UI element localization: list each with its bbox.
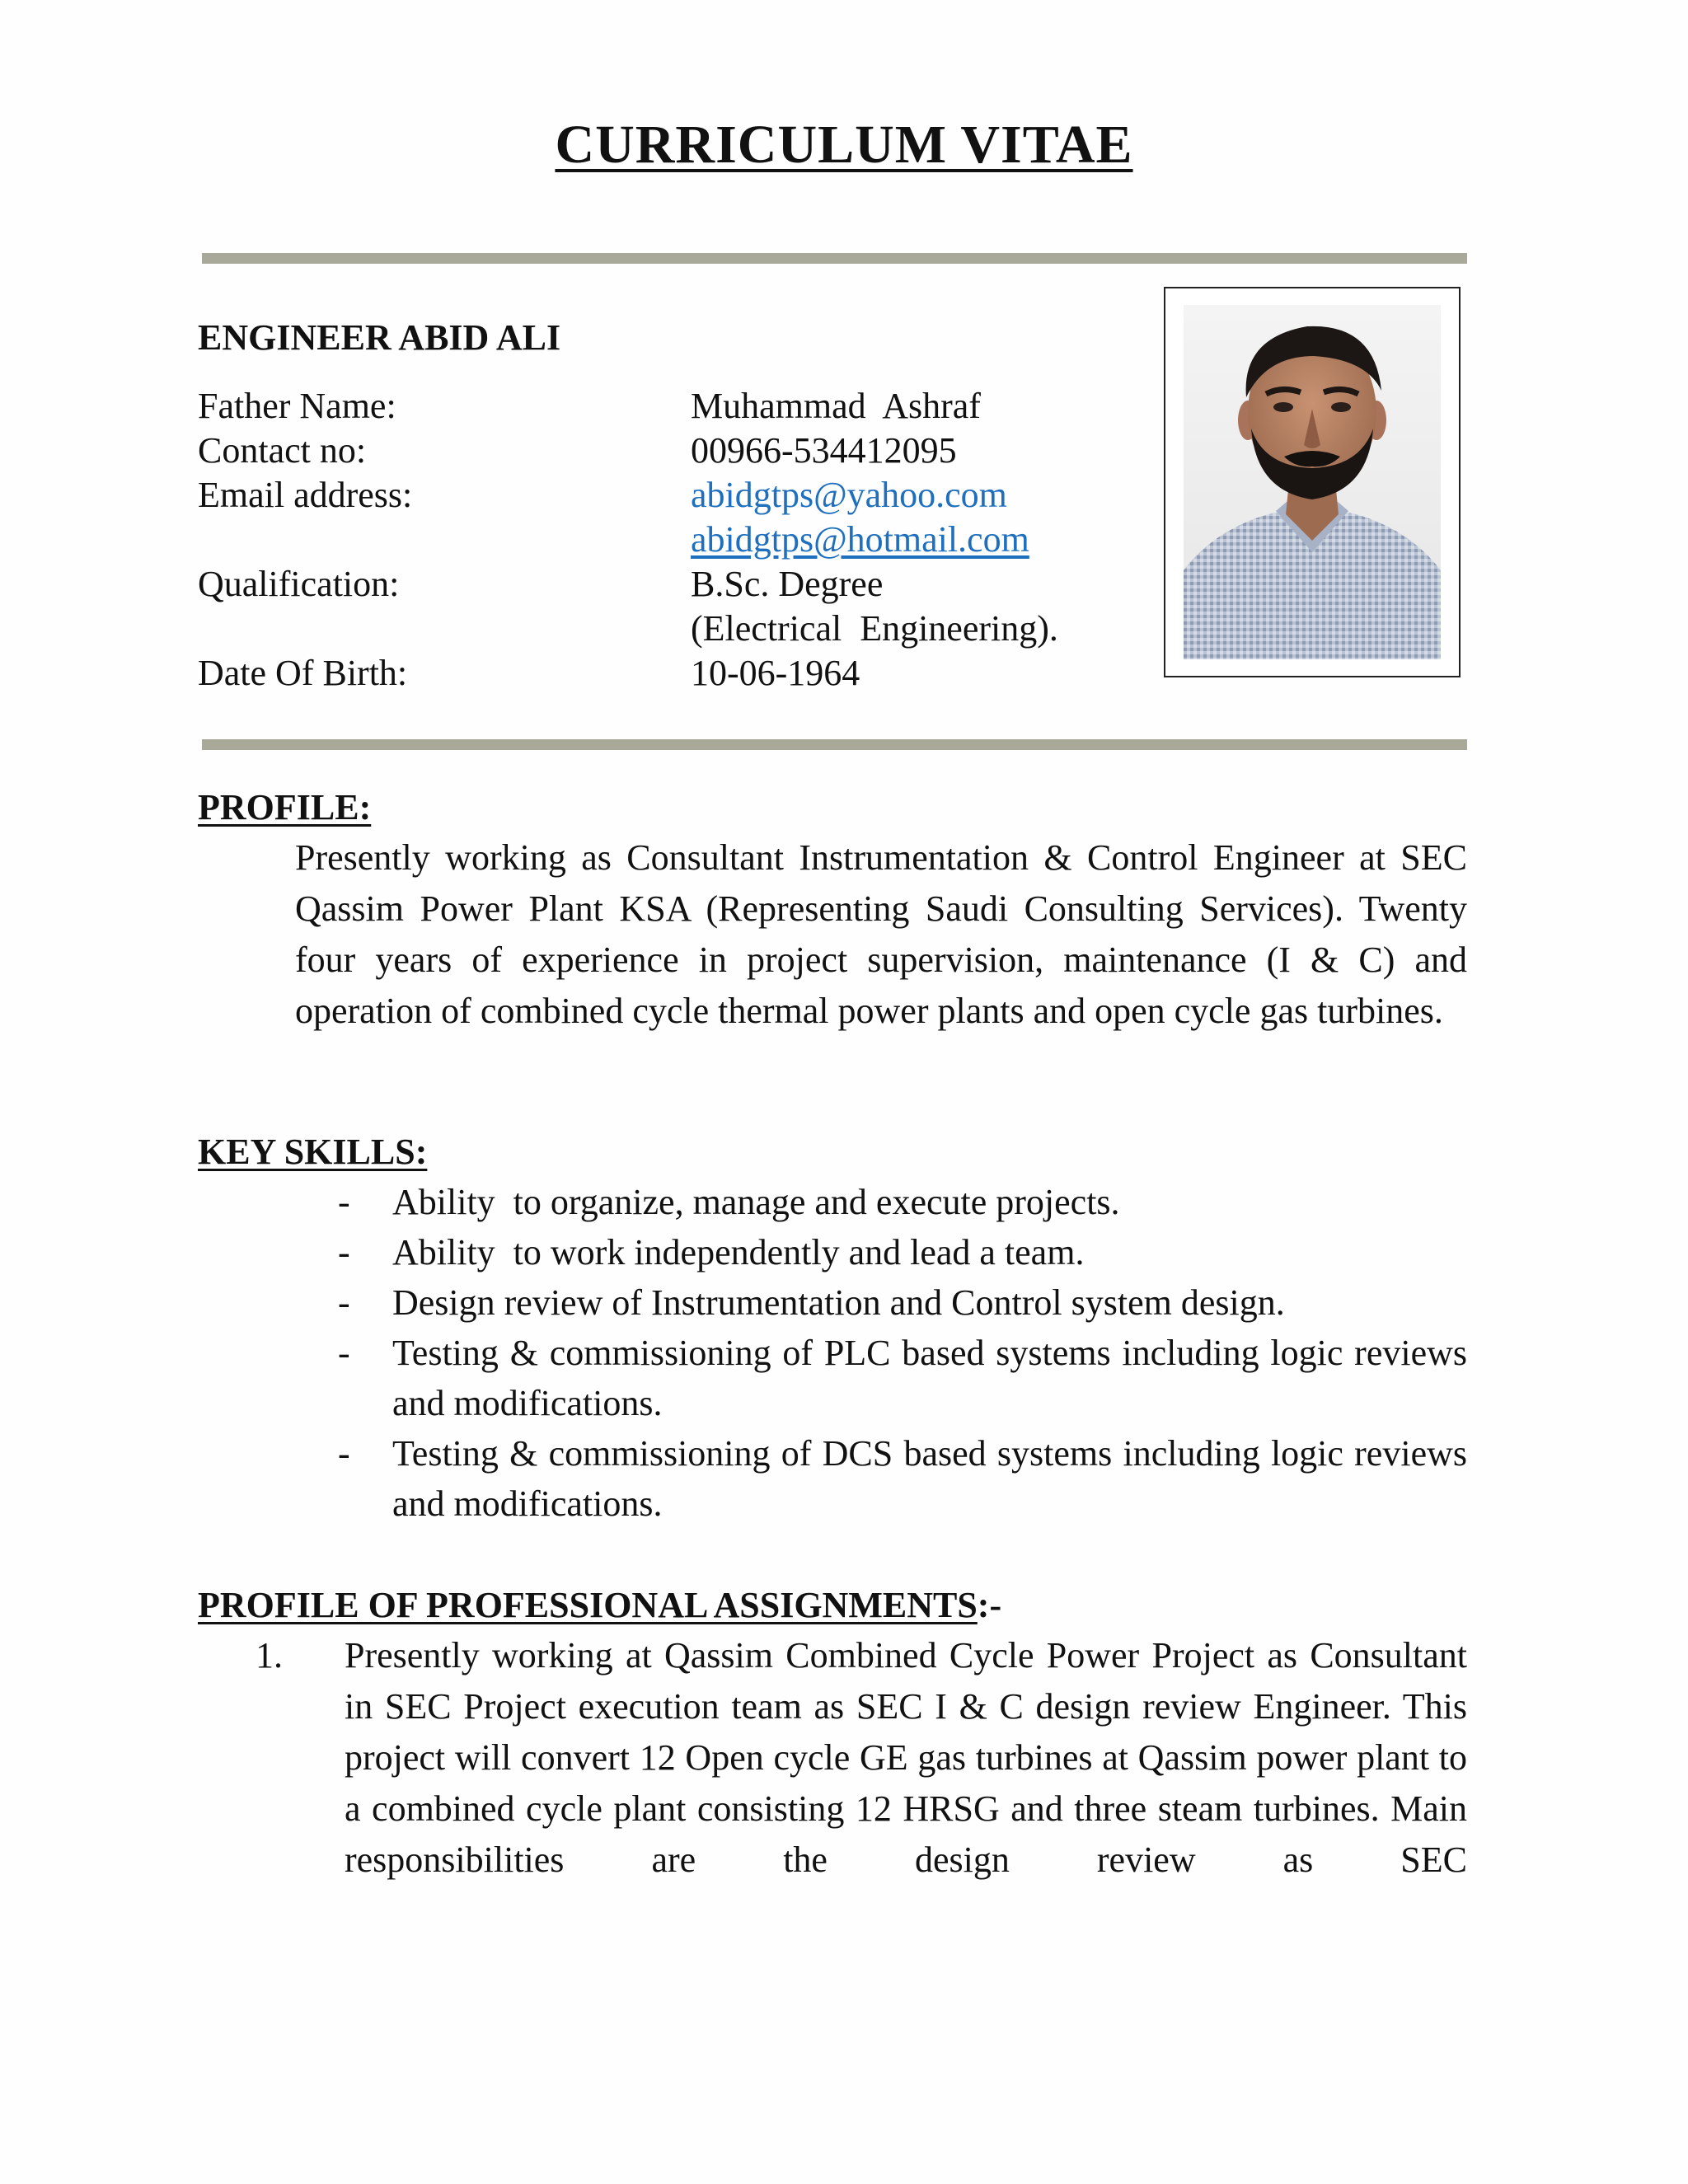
- bullet-dash: -: [338, 1433, 350, 1474]
- assignment-text: Presently working at Qassim Combined Cycle Power Project as Consultant in SEC Project execution team as SEC I & C design review Engineer. This project will convert 12 Open cycle GE gas turbines at Qassim power plant to a combined cycle plant consisting 12 HRSG and three steam turbines. Main responsibilities are the design review as SEC: [345, 1635, 1467, 1880]
- key-skills-list: [338, 1177, 1467, 1529]
- document-title: CURRICULUM VITAE: [555, 115, 1133, 175]
- qualification-value: B.Sc. Degree: [691, 564, 884, 604]
- email-link-yahoo[interactable]: abidgtps@yahoo.com: [691, 475, 1007, 515]
- assignments-heading-suffix: :-: [977, 1585, 1002, 1625]
- email-label: Email address:: [198, 475, 413, 515]
- dob-label: Date Of Birth:: [198, 653, 408, 693]
- father-name-row: [198, 384, 1170, 429]
- list-item: [338, 1227, 1467, 1277]
- assignments-heading: [198, 1584, 1001, 1626]
- qualification-label: Qualification:: [198, 564, 400, 604]
- qualification-detail: (Electrical Engineering).: [691, 608, 1058, 649]
- dob-value: 10-06-1964: [691, 653, 860, 693]
- email-row-2: [198, 518, 1170, 562]
- bullet-dash: -: [338, 1232, 350, 1272]
- contact-row: [198, 429, 1170, 473]
- contact-label: Contact no:: [198, 430, 367, 471]
- personal-info: [198, 384, 1170, 696]
- email-label-2: [198, 518, 691, 562]
- email-link-hotmail[interactable]: abidgtps@hotmail.com: [691, 519, 1029, 560]
- list-item: [338, 1428, 1467, 1529]
- list-item: [338, 1277, 1467, 1328]
- bullet-dash: -: [338, 1182, 350, 1222]
- skill-text: Ability to work independently and lead a team.: [392, 1232, 1085, 1272]
- portrait-image: [1184, 305, 1441, 659]
- assignment-number: 1.: [256, 1635, 283, 1675]
- qualification-row-2: [198, 607, 1170, 651]
- profile-heading: PROFILE:: [198, 787, 372, 827]
- skill-text: Ability to organize, manage and execute projects.: [392, 1182, 1120, 1222]
- key-skills-heading: KEY SKILLS:: [198, 1132, 428, 1172]
- list-item: [338, 1177, 1467, 1227]
- qualification-label-2: [198, 607, 691, 651]
- candidate-name: ENGINEER ABID ALI: [198, 317, 561, 358]
- skill-text: Testing & commissioning of DCS based systems including logic reviews and modifications.: [392, 1433, 1467, 1524]
- profile-photo: [1164, 287, 1461, 677]
- email-row: [198, 473, 1170, 518]
- father-name-value: Muhammad Ashraf: [691, 386, 981, 426]
- dob-row: [198, 651, 1170, 696]
- bottom-divider: [202, 739, 1467, 750]
- bullet-dash: -: [338, 1333, 350, 1373]
- skill-text: Testing & commissioning of PLC based systems including logic reviews and modifications.: [392, 1333, 1467, 1423]
- contact-value: 00966-534412095: [691, 430, 957, 471]
- bullet-dash: -: [338, 1282, 350, 1323]
- list-item: [338, 1328, 1467, 1428]
- profile-text: Presently working as Consultant Instrumentation & Control Engineer at SEC Qassim Power Plant KSA (Representing Saudi Consulting Services). Twenty four years of experience in project supervision, maintenance (I & C) and operation of combined cycle thermal power plants and open cycle gas turbines.: [295, 837, 1467, 1031]
- list-item: [256, 1630, 1467, 1886]
- assignments-list: [256, 1630, 1467, 1886]
- father-name-label: Father Name:: [198, 386, 396, 426]
- top-divider: [202, 253, 1467, 264]
- assignments-heading-text: PROFILE OF PROFESSIONAL ASSIGNMENTS: [198, 1585, 978, 1625]
- skill-text: Design review of Instrumentation and Control system design.: [392, 1282, 1285, 1323]
- qualification-row: [198, 562, 1170, 607]
